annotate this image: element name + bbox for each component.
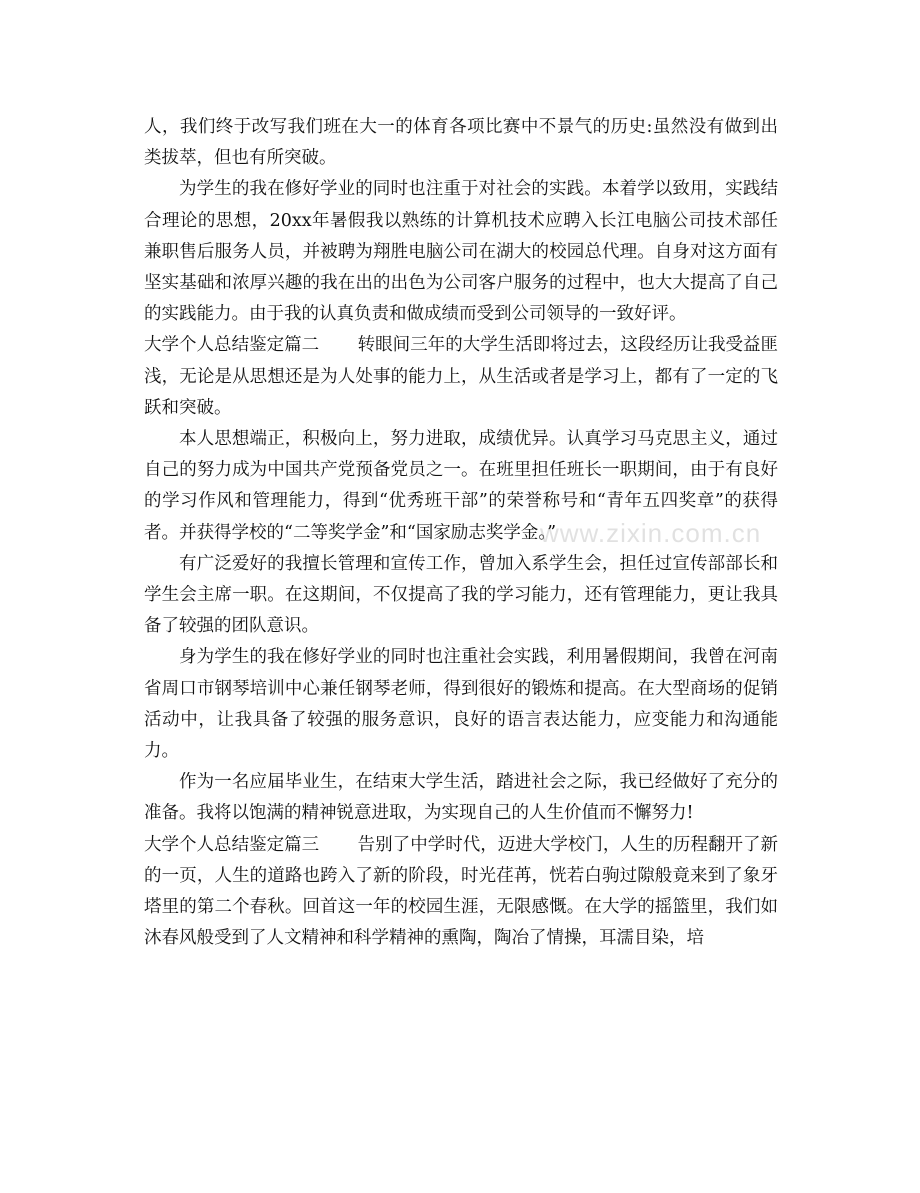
section-title-part-three: 大学个人总结鉴定篇三 bbox=[144, 834, 320, 855]
document-body bbox=[144, 112, 778, 954]
paragraph-3 bbox=[144, 330, 778, 424]
paragraph-2: 为学生的我在修好学业的同时也注重于对社会的实践。本着学以致用，实践结合理论的思想，20xx年暑假我以熟练的计算机技术应聘入长江电脑公司技术部任兼职售后服务人员，并被聘为翔胜电脑公司在湖大的校园总代理。自身对这方面有坚实基础和浓厚兴趣的我在出的出色为公司客户服务的过程中，也大大提高了自己的实践能力。由于我的认真负责和做成绩而受到公司领导的一致好评。 bbox=[144, 179, 778, 325]
section-title-part-two: 大学个人总结鉴定篇二 bbox=[144, 335, 320, 356]
paragraph-8 bbox=[144, 830, 778, 955]
paragraph-7: 作为一名应届毕业生，在结束大学生活，踏进社会之际，我已经做好了充分的准备。我将以饱满的精神锐意进取，为实现自己的人生价值而不懈努力! bbox=[144, 772, 778, 824]
paragraph-8-text: 告别了中学时代，迈进大学校门，人生的历程翻开了新的一页，人生的道路也跨入了新的阶段，时光荏苒，恍若白驹过隙般竟来到了象牙塔里的第二个春秋。回首这一年的校园生涯，无限感慨。在大学的摇篮里，我们如沐春风般受到了人文精神和科学精神的熏陶，陶冶了情操，耳濡目染，培 bbox=[144, 834, 779, 949]
paragraph-6: 身为学生的我在修好学业的同时也注重社会实践，利用暑假期间，我曾在河南省周口市钢琴培训中心兼任钢琴老师，得到很好的锻炼和提高。在大型商场的促销活动中，让我具备了较强的服务意识，良好的语言表达能力，应变能力和沟通能力。 bbox=[144, 647, 778, 762]
paragraph-3-text: 转眼间三年的大学生活即将过去，这段经历让我受益匪浅，无论是从思想还是为人处事的能力上，从生活或者是学习上，都有了一定的飞跃和突破。 bbox=[144, 335, 779, 418]
watermark: www.zixin.com.cn bbox=[540, 518, 762, 548]
paragraph-4: 本人思想端正，积极向上，努力进取，成绩优异。认真学习马克思主义，通过自己的努力成为中国共产党预备党员之一。在班里担任班长一职期间，由于有良好的学习作风和管理能力，得到“优秀班干部”的荣誉称号和“青年五四奖章”的获得者。并获得学校的“二等奖学金”和“国家励志奖学金。” bbox=[144, 429, 778, 543]
paragraph-5: 有广泛爱好的我擅长管理和宣传工作，曾加入系学生会，担任过宣传部部长和学生会主席一职。在这期间，不仅提高了我的学习能力，还有管理能力，更让我具备了较强的团队意识。 bbox=[144, 553, 778, 637]
paragraph-1: 人，我们终于改写我们班在大一的体育各项比赛中不景气的历史:虽然没有做到出类拔萃，但也有所突破。 bbox=[144, 117, 778, 169]
